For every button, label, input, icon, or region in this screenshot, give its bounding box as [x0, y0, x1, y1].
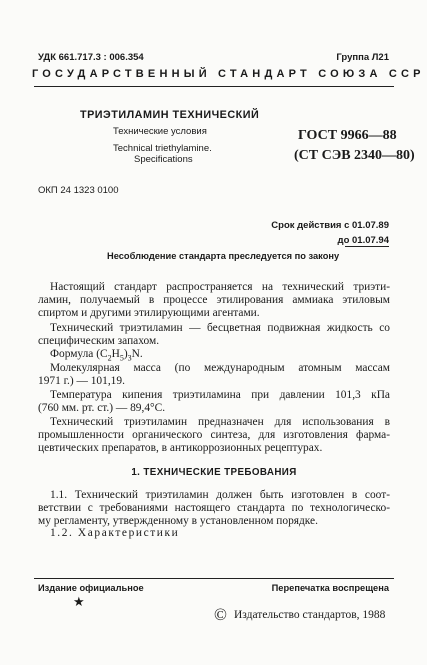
formula-sub-c: 2: [107, 353, 112, 363]
english-title: Technical triethylamine.: [113, 143, 212, 154]
group-code: Группа Л21: [336, 52, 389, 63]
okp-code: ОКП 24 1323 0100: [38, 185, 119, 196]
scope-line-1: Настоящий стандарт распространяется на технический триэти-: [50, 281, 390, 293]
official-edition: Издание официальное: [38, 583, 144, 593]
st-sev-number: (СТ СЭВ 2340—80): [294, 148, 415, 163]
validity-rule: [345, 246, 389, 247]
copyright-symbol: ©: [214, 605, 227, 624]
clause-1-1: [38, 489, 390, 529]
copyright-text: Издательство стандартов, 1988: [234, 609, 386, 621]
molar-mass-line-2: 1971 г.) — 101,19.: [38, 375, 125, 388]
clause-1-1-line-3: му регламенту, утвержденному в установленном порядке.: [38, 515, 318, 528]
document-subtitle: Технические условия: [113, 126, 207, 137]
clause-1-2-text: 1.2. Характеристики: [50, 527, 180, 539]
footer-rule: [34, 578, 394, 579]
star-mark: ★: [73, 594, 85, 609]
state-standard-banner: ГОСУДАРСТВЕННЫЙ СТАНДАРТ СОЮЗА ССР: [32, 68, 425, 80]
purpose-paragraph: [38, 416, 390, 456]
reprint-prohibited: Перепечатка воспрещена: [271, 583, 389, 593]
purpose-line-3: цевтических препаратов, в антикоррозионных рецептурах.: [38, 442, 323, 455]
clause-1-1-line-1: 1.1. Технический триэтиламин должен быть изготовлен в соот-: [50, 489, 390, 501]
formula-sub-group: 3: [127, 353, 132, 363]
boiling-point-paragraph: [38, 389, 390, 415]
boiling-point-line-2: (760 мм. рт. ст.) — 89,4°С.: [38, 402, 166, 415]
scope-line-3: спиртом и другими этилирующими агентами.: [38, 307, 260, 320]
clause-1-1-line-2: ветствии с требованиями настоящего стандарта по технологическо-: [38, 502, 390, 515]
boiling-point-line-1: Температура кипения триэтиламина при давлении 101,3 кПа: [50, 389, 390, 401]
section-1-heading: 1. ТЕХНИЧЕСКИЕ ТРЕБОВАНИЯ: [131, 467, 297, 478]
formula-sub-h: 5: [119, 353, 124, 363]
formula-close: ): [123, 348, 128, 360]
formula-end: N.: [131, 348, 143, 360]
description-line-1: Технический триэтиламин — бесцветная подвижная жидкость со: [50, 322, 390, 334]
validity-from: Срок действия с 01.07.89: [271, 220, 389, 231]
description-line-2: специфическим запахом.: [38, 335, 160, 348]
document-title: ТРИЭТИЛАМИН ТЕХНИЧЕСКИЙ: [80, 109, 260, 121]
scope-line-2: ламин, получаемый в процессе этилирования аммиака этиловым: [38, 294, 390, 307]
udk-code: УДК 661.717.3 : 006.354: [38, 52, 144, 63]
english-subtitle: Specifications: [134, 154, 193, 165]
legal-warning: Несоблюдение стандарта преследуется по закону: [107, 251, 340, 261]
purpose-line-1: Технический триэтиламин предназначен для использования в: [50, 416, 390, 428]
validity-to: до 01.07.94: [337, 235, 389, 246]
molar-mass-paragraph: [38, 362, 390, 388]
molar-mass-line-1: Молекулярная масса (по международным атомным массам: [50, 362, 390, 374]
formula-h: H: [111, 348, 120, 360]
description-paragraph: [38, 322, 390, 348]
purpose-line-2: промышленности органического синтеза, для изготовления фарма-: [38, 429, 390, 442]
header-rule: [34, 86, 394, 87]
scope-paragraph: [38, 281, 390, 321]
clause-1-2: [38, 527, 390, 540]
formula-label: Формула (C: [50, 348, 108, 360]
gost-number: ГОСТ 9966—88: [298, 128, 397, 143]
